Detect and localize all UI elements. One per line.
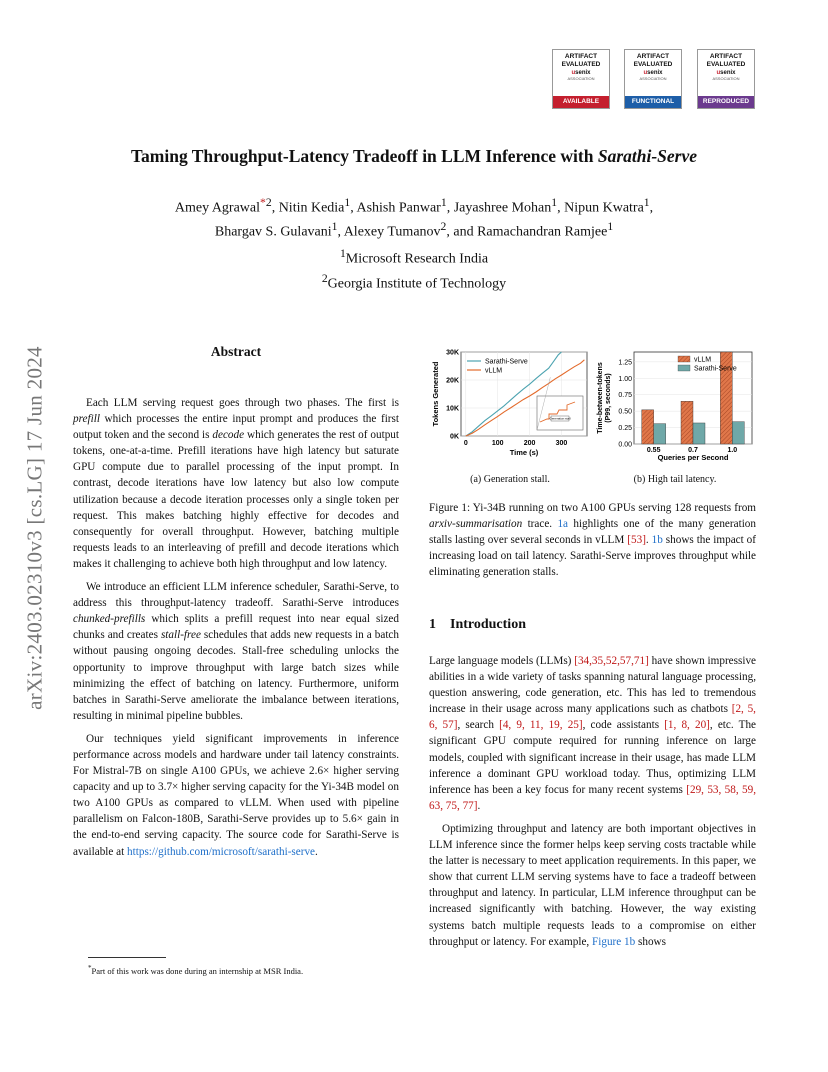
- y-axis-label: (P99, seconds): [605, 373, 612, 423]
- legend-label: vLLM: [694, 356, 712, 364]
- x-tick-label: 0: [463, 440, 468, 447]
- artifact-badge-reproduced: ARTIFACT EVALUATED usenix ASSOCIATION REPRODUCED: [697, 49, 755, 109]
- section-heading-introduction: 1 Introduction: [429, 617, 526, 632]
- figure-1a-subcaption: (a) Generation stall.: [470, 474, 550, 485]
- bar-vllm: [681, 401, 693, 444]
- inset-label: Generation stall: [549, 416, 571, 421]
- y-tick-label: 0.75: [618, 392, 632, 400]
- figure-1a-chart: [429, 340, 591, 465]
- author-list: Amey Agrawal$^{*2}$, Nitin Kedia$^1$, Ashish Panwar$^1$, Jayashree Mohan$^1$, Nipun Kwatra$^1$, Bhargav S. Gulavani$^1$, Alexey Tumanov$^2$, and Ramachandran Ramjee$^1$: [174, 196, 654, 240]
- x-tick-label: 1.0: [727, 447, 738, 454]
- x-tick-label: 200: [523, 440, 536, 447]
- badge-status: REPRODUCED: [698, 96, 754, 108]
- artifact-badge-functional: ARTIFACT EVALUATED usenix ASSOCIATION FUNCTIONAL: [624, 49, 682, 109]
- y-tick-label: 1.25: [618, 359, 632, 367]
- x-axis-label: Time (s): [509, 448, 539, 457]
- citation-link[interactable]: [1, 8, 20]: [664, 719, 710, 732]
- citation-link[interactable]: [2, 5, 6, 57]: [429, 703, 756, 732]
- footnote-rule: [88, 957, 166, 958]
- y-tick-label: 1.00: [618, 375, 632, 383]
- legend-label: Sarathi-Serve: [694, 365, 737, 373]
- inset-box: [537, 396, 583, 430]
- badge-status: FUNCTIONAL: [625, 96, 681, 108]
- bar-sarathi-serve: [732, 422, 744, 444]
- artifact-badge-available: ARTIFACT EVALUATED usenix ASSOCIATION AVAILABLE: [552, 49, 610, 109]
- legend-swatch: [678, 365, 690, 371]
- arxiv-identifier: arXiv:2403.02310v3 [cs.LG] 17 Jun 2024: [22, 346, 47, 710]
- figure-1-caption: Figure 1: Yi-34B running on two A100 GPUs serving 128 requests from arxiv-summarisation trace. 1a highlights one of the many generation stalls lasting over several seconds in vLLM [53]. 1b shows the impact of increasing load on tail latency. Sarathi-Serve improves throughput while eliminating generation stalls.: [429, 502, 756, 579]
- y-tick-label: 30K: [446, 349, 459, 357]
- x-tick-label: 300: [555, 440, 568, 447]
- badge-status: AVAILABLE: [553, 96, 609, 108]
- citation-link[interactable]: [53]: [627, 534, 646, 547]
- legend-label: vLLM: [485, 367, 503, 375]
- y-tick-label: 0.50: [618, 408, 632, 416]
- figure-1b-subcaption: (b) High tail latency.: [633, 474, 717, 485]
- y-tick-label: 0.25: [618, 425, 632, 433]
- bar-vllm: [642, 410, 654, 444]
- citation-link[interactable]: [29, 53, 58, 59, 63, 75, 77]: [429, 783, 756, 812]
- x-tick-label: 0.7: [688, 447, 698, 454]
- bar-sarathi-serve: [654, 424, 666, 444]
- bar-sarathi-serve: [693, 423, 705, 444]
- citation-link[interactable]: [4, 9, 11, 19, 25]: [499, 719, 583, 732]
- paper-title: Taming Throughput-Latency Tradeoff in LLM Inference with Sarathi-Serve: [130, 146, 698, 166]
- x-tick-label: 100: [491, 440, 504, 447]
- y-tick-label: 10K: [446, 405, 459, 413]
- y-tick-label: 0.00: [618, 441, 632, 449]
- legend-swatch: [678, 356, 690, 362]
- figure-ref-1b[interactable]: 1b: [651, 534, 663, 547]
- abstract-paragraph-3: Our techniques yield significant improvements in inference performance across models and hardware under tail latency constraints. For Mistral-7B on single A100 GPUs, we achieve 2.6× higher serving capacity and up to 3.7× higher serving capacity for the Yi-34B model on two A100 GPUs as compared to vLLM. When used with pipeline parallelism on Falcon-180B, Sarathi-Serve provides up to 5.6× gain in the end-to-end serving capacity. The source code for Sarathi-Serve is available at https://github.com/microsoft/sarathi-serve.: [73, 732, 399, 858]
- x-tick-label: 0.55: [646, 447, 661, 454]
- abstract-paragraph-1: Each LLM serving request goes through two phases. The first is prefill which processes the entire input prompt and produces the first output token and the second is decode which generates the rest of output tokens, one-at-a-time. Prefill iterations have high latency but saturate GPU compute due to parallel processing of the input prompt. In contrast, decode iterations have low latency but also low compute utilization because a decode iteration processes only a single token per request. This makes batching highly effective for decodes and consequently for overall throughput. However, batching multiple requests leads to an interleaving of prefill and decode iterations which makes it challenging to achieve both high throughput and low latency.: [73, 397, 400, 570]
- citation-link[interactable]: [34,35,52,57,71]: [574, 655, 649, 667]
- abstract-heading: Abstract: [210, 344, 262, 359]
- figure-ref-1b[interactable]: Figure 1b: [592, 935, 636, 948]
- affiliations: $^1$Microsoft Research India $^2$Georgia Institute of Technology: [321, 247, 507, 292]
- y-tick-label: 20K: [446, 377, 459, 385]
- intro-paragraph-2: Optimizing throughput and latency are both important objectives in LLM inference since the former helps keep serving costs tractable while the latter is necessary to meet application requirements. In this paper, we show that current LLM serving systems have to face a tradeoff between throughput and latency. In particular, LLM inference throughput can be increased significantly with batching. However, the way existing systems batch multiple requests leads to a compromise on either throughput or latency. For example, Figure 1b shows: [429, 822, 756, 948]
- figure-1b-chart: [594, 340, 756, 465]
- y-tick-label: 0K: [450, 433, 459, 441]
- y-axis-label: Tokens Generated: [431, 361, 440, 427]
- legend-label: Sarathi-Serve: [485, 358, 528, 366]
- y-axis-label: Time-between-tokens: [597, 362, 604, 434]
- intro-paragraph-1: Large language models (LLMs) [34,35,52,57,71] have shown impressive abilities in a wide variety of tasks spanning natural language processing, question answering, code generation, etc. This has led to tremendous increase in their usage across many applications such as chatbots [2, 5, 6, 57], search [4, 9, 11, 19, 25], code assistants [1, 8, 20], etc. The significant GPU compute required for running inference on large models, coupled with significant increase in their usage, has made LLM inference a dominant GPU workload today. Thus, optimizing LLM inference has been a key focus for many recent systems [29, 53, 58, 59, 63, 75, 77].: [429, 655, 757, 812]
- figure-ref-1a[interactable]: 1a: [557, 518, 568, 531]
- x-axis-label: Queries per Second: [657, 453, 729, 462]
- footnote: *Part of this work was done during an internship at MSR India.: [88, 964, 304, 976]
- source-code-link[interactable]: https://github.com/microsoft/sarathi-serve: [127, 845, 316, 858]
- abstract-paragraph-2: We introduce an efficient LLM inference scheduler, Sarathi-Serve, to address this throughput-latency tradeoff. Sarathi-Serve introduces chunked-prefills which splits a prefill request into near equal sized chunks and creates stall-free schedules that adds new requests in a batch without pausing ongoing decodes. Stall-free scheduling unlocks the opportunity to improve throughput with large batch sizes while minimizing the effect of batching on latency. Furthermore, uniform batches in Sarathi-Serve ameliorate the imbalance between iterations, resulting in minimal pipeline bubbles.: [73, 581, 399, 722]
